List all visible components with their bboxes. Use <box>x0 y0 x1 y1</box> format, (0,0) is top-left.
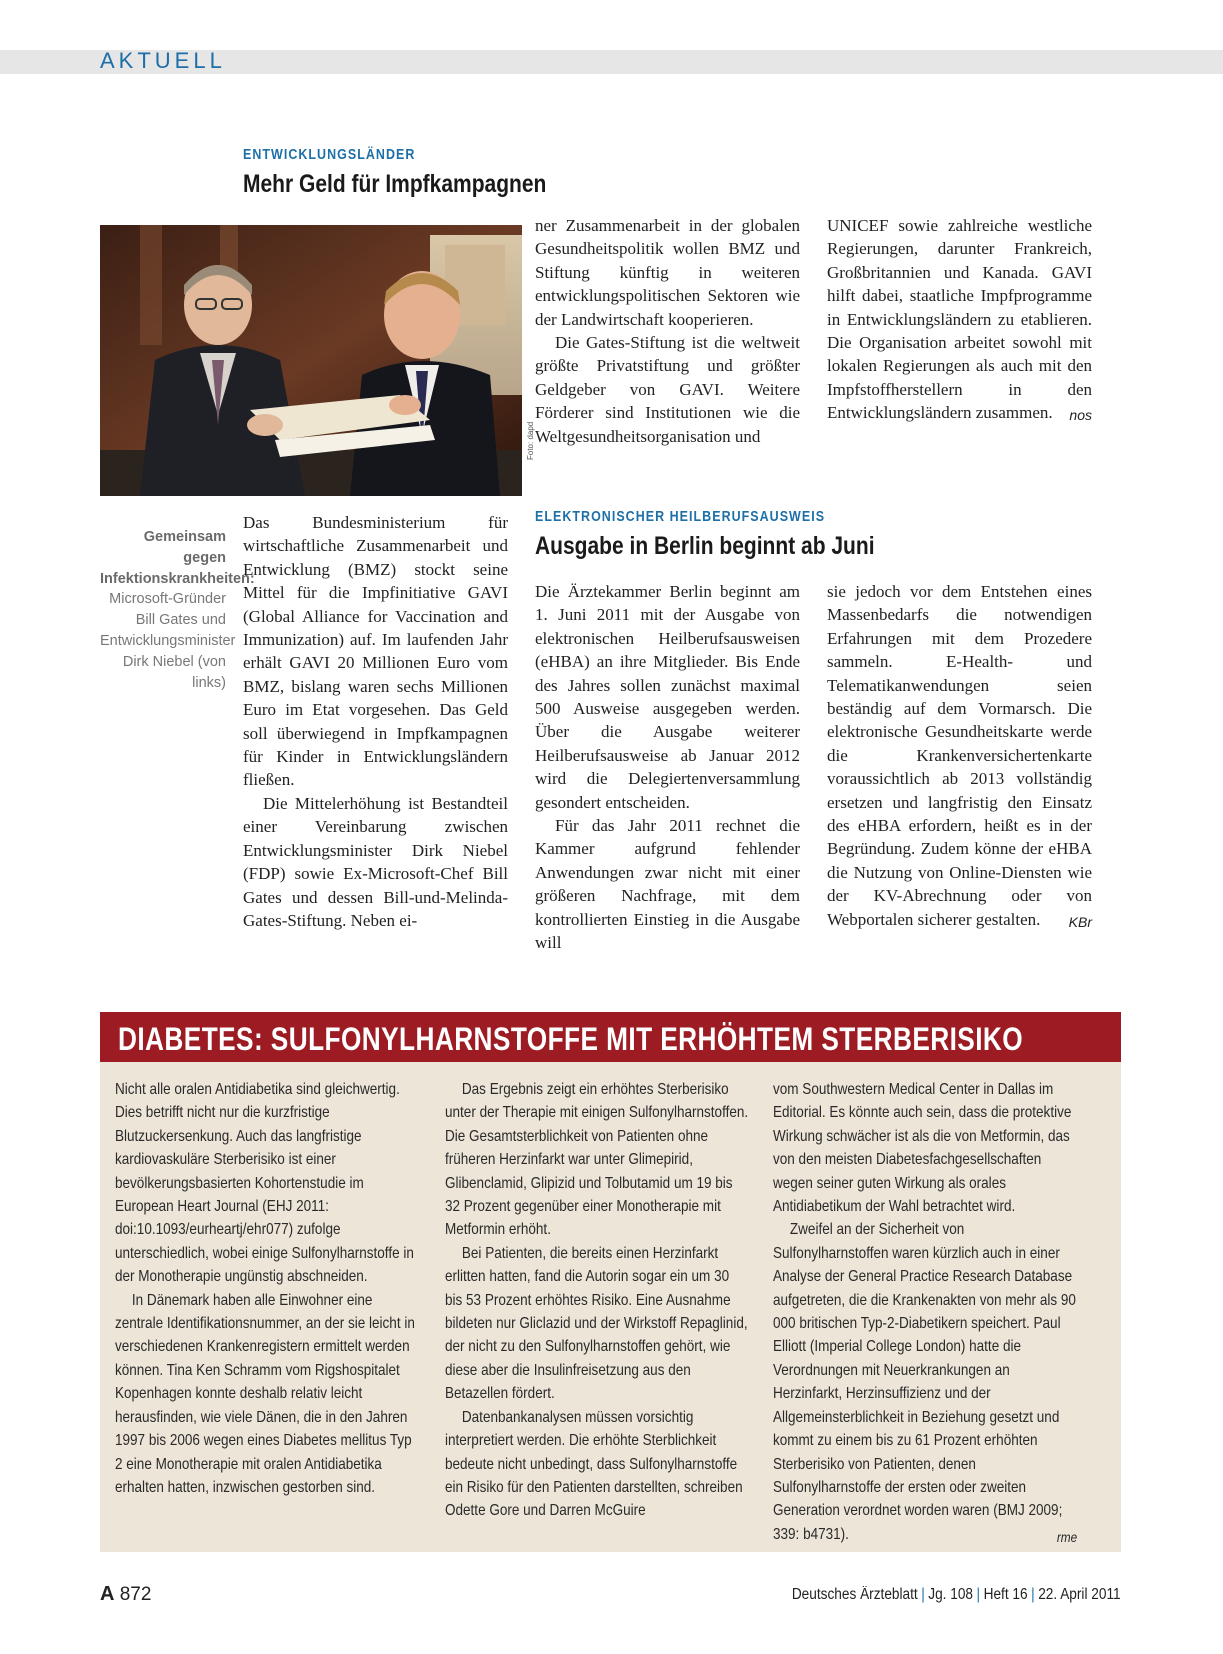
caption-lead: Gemeinsam gegen Infektionskrankheiten: <box>100 529 255 587</box>
article1-column-2 <box>535 214 800 448</box>
journal-volume: Jg. 108 <box>928 1586 974 1603</box>
article1-headline: Mehr Geld für Impfkampagnen <box>243 170 547 198</box>
article1-kicker: ENTWICKLUNGSLÄNDER <box>243 147 416 163</box>
box-column-text <box>773 1078 1077 1549</box>
photo-credit: Foto: dapd <box>526 421 535 460</box>
article2-paragraph-text: sie jedoch vor dem Entstehen eines Massenbedarfs die notwendigen Erfahrungen mit dem Prozedere sammeln. E-Health- und Telematikanwendungen seien beständig auf dem Vormarsch. Die elektronische Gesundheitskarte werde die Krankenversichertenkarte voraussichtlich ab 2013 vollständig ersetzen und langfristig den Einsatz des eHBA erfordern, heißt es in der Begründung. Zudem könne der eHBA die Nutzung von Online-Diensten wie der KV-Abrechnung oder von Webportalen sicherer gestalten. <box>827 582 1092 929</box>
journal-issue: Heft 16 <box>984 1586 1028 1603</box>
section-label: AKTUELL <box>100 48 226 73</box>
article1-column-1 <box>243 511 508 932</box>
article2-kicker: ELEKTRONISCHER HEILBERUFSAUSWEIS <box>535 509 826 525</box>
article1-paragraph: Die Mittelerhöhung ist Bestandteil einer Vereinbarung zwischen Entwicklungsminister Dirk Niebel (FDP) sowie Ex-Microsoft-Chef Bill Gates und dessen Bill-und-Melinda-Gates-Stiftung. Neben ei- <box>243 793 508 930</box>
article1-column-3 <box>827 214 1092 428</box>
article1-paragraph-text: UNICEF sowie zahlreiche westliche Regierungen, darunter Frankreich, Großbritannien und Kanada. GAVI hilft dabei, staatliche Impfprogramme in Entwicklungsländern zu etablieren. Die Organisation arbeitet sowohl mit lokalen Regierungen als auch mit den Impfstoffherstellern in den Entwicklungsländern zusammen. <box>827 216 1092 423</box>
article2-paragraph <box>827 580 1092 931</box>
article1-paragraph: Das Bundesministerium für wirtschaftliche Zusammenarbeit und Entwicklung (BMZ) stockt seine Mittel für die Impfinitiative GAVI (Global Alliance for Vaccination and Immunization) auf. Im laufenden Jahr erhält GAVI 20 Millionen Euro vom BMZ, bislang waren sechs Millionen Euro im Etat vorgesehen. Das Geld soll überwiegend in Impfkampagnen für Kinder in Entwicklungsländern fließen. <box>243 513 508 790</box>
article2-headline: Ausgabe in Berlin beginnt ab Juni <box>535 532 875 560</box>
journal-date: 22. April 2011 <box>1038 1586 1121 1603</box>
article1-paragraph <box>827 214 1092 425</box>
article2-paragraph: Die Ärztekammer Berlin beginnt am 1. Juni 2011 mit der Ausgabe von elektronischen Heilberufsausweisen (eHBA) an ihre Mitglieder. Bis Ende des Jahres sollen zunächst maximal 500 Ausweise ausgegeben werden. Über die Ausgabe weiterer Heilberufsausweise ab Januar 2012 wird die Delegiertenversammlung gesondert entscheiden. <box>535 582 800 812</box>
journal-info: Deutsches Ärzteblatt | Jg. 108 | Heft 16 | 22. April 2011 <box>792 1586 1121 1603</box>
box-column-2 <box>445 1078 749 1523</box>
box-paragraph: vom Southwestern Medical Center in Dallas im Editorial. Es könnte auch sein, dass die protektive Wirkung schwächer ist als die von Metformin, das von den meisten Diabetesfachgesellschaften wegen seiner guten Wirkung als orales Antidiabetikum der Wahl betrachtet wird. <box>773 1081 1072 1216</box>
photo-caption <box>100 527 255 693</box>
caption-text: Microsoft-Gründer Bill Gates und Entwicklungsminister Dirk Niebel (von links) <box>100 591 236 691</box>
box-header <box>100 1012 1121 1062</box>
box-paragraph: Datenbankanalysen müssen vorsichtig interpretiert werden. Die erhöhte Sterblichkeit bedeute nicht unbedingt, dass Sulfonylharnstoffe ein Risiko für den Patienten darstellten, schreiben Odette Gore und Darren McGuire <box>445 1408 743 1520</box>
page-prefix: A <box>100 1583 115 1605</box>
journal-name: Deutsches Ärzteblatt <box>792 1586 919 1603</box>
article1-photo <box>100 225 522 496</box>
article1-paragraph: ner Zusammenarbeit in der globalen Gesundheitspolitik wollen BMZ und Stiftung künftig in weiteren entwicklungspolitischen Sektoren wie der Landwirtschaft kooperieren. <box>535 216 800 329</box>
article2-signature: KBr <box>1068 913 1092 930</box>
diabetes-box <box>100 1012 1121 1552</box>
article2-column-2 <box>827 580 1092 934</box>
box-column-text <box>445 1078 749 1523</box>
box-paragraph <box>773 1218 1077 1546</box>
article1-signature: nos <box>1069 407 1092 424</box>
box-paragraph-text: Zweifel an der Sicherheit von Sulfonylharnstoffen waren kürzlich auch in einer Analyse der General Practice Research Database aufgetreten, die die Krankenakten von mehr als 90 000 britischen Typ-2-Diabetikern speichert. Paul Elliott (Imperial College London) hatte die Verordnungen mit Neuerkrankungen an Herzinfarkt, Herzinsuffizienz und der Allgemeinsterblichkeit in Beziehung gesetzt und kommt zu einem bis zu 61 Prozent erhöhten Sterberisiko von Patienten, denen Sulfonylharnstoffe der ersten oder zweiten Generation verordnet worden waren (BMJ 2009; 339: b4731). <box>773 1221 1076 1543</box>
article1-paragraph: Die Gates-Stiftung ist die weltweit größte Privatstiftung und größter Geldgeber von GAVI. Weitere Förderer sind Institutionen wie die Weltgesundheitsorganisation und <box>535 333 800 446</box>
box-paragraph: In Dänemark haben alle Einwohner eine zentrale Identifikationsnummer, an der sie leicht in verschiedenen Krankenregistern ermittelt werden können. Tina Ken Schramm vom Rigshospitalet Kopenhagen konnte deshalb relativ leicht herausfinden, wie viele Dänen, die in den Jahren 1997 bis 2006 wegen eines Diabetes mellitus Typ 2 eine Monotherapie mit oralen Antidiabetika erhalten hatten, inzwischen gestorben sind. <box>115 1291 415 1496</box>
article2-column-1 <box>535 580 800 955</box>
box-column-3 <box>773 1078 1077 1549</box>
box-paragraph: Bei Patienten, die bereits einen Herzinfarkt erlitten hatten, fand die Autorin sogar ein um 30 bis 53 Prozent erhöhtes Risiko. Eine Ausnahme bildeten nur Gliclazid und der Wirkstoff Repaglinid, der nicht zu den Sulfonylharnstoffen gehört, wie diese aber die Insulinfreisetzung aus den Betazellen fördert. <box>445 1244 748 1403</box>
page-number-value: 872 <box>119 1584 152 1605</box>
box-title: DIABETES: SULFONYLHARNSTOFFE MIT ERHÖHTEM STERBERISIKO <box>118 1021 1024 1057</box>
box-signature: rme <box>1056 1528 1078 1545</box>
box-paragraph: Das Ergebnis zeigt ein erhöhtes Sterberisiko unter der Therapie mit einigen Sulfonylharnstoffen. Die Gesamtsterblichkeit von Patienten ohne früheren Herzinfarkt war unter Glimepirid, Glibenclamid, Glipizid und Tolbutamid um 19 bis 32 Prozent gegenüber einer Monotherapie mit Metformin erhöht. <box>445 1081 749 1239</box>
box-paragraph: Nicht alle oralen Antidiabetika sind gleichwertig. Dies betrifft nicht nur die kurzfristige Blutzuckersenkung. Auch das langfristige kardiovaskuläre Sterberisiko ist einer bevölkerungsbasierten Kohortenstudie im European Heart Journal (EHJ 2011: doi:10.1093/eurheartj/ehr077) zufolge unterschiedlich, wobei einige Sulfonylharnstoffe in der Monotherapie ungünstig abschneiden. <box>115 1081 414 1286</box>
box-column-text <box>115 1078 419 1499</box>
article2-paragraph: Für das Jahr 2011 rechnet die Kammer aufgrund fehlender Anwendungen zwar nicht mit einer größeren Nachfrage, mit dem kontrollierten Einstieg in die Ausgabe will <box>535 816 800 953</box>
page-number <box>100 1583 151 1606</box>
box-column-1 <box>115 1078 419 1499</box>
